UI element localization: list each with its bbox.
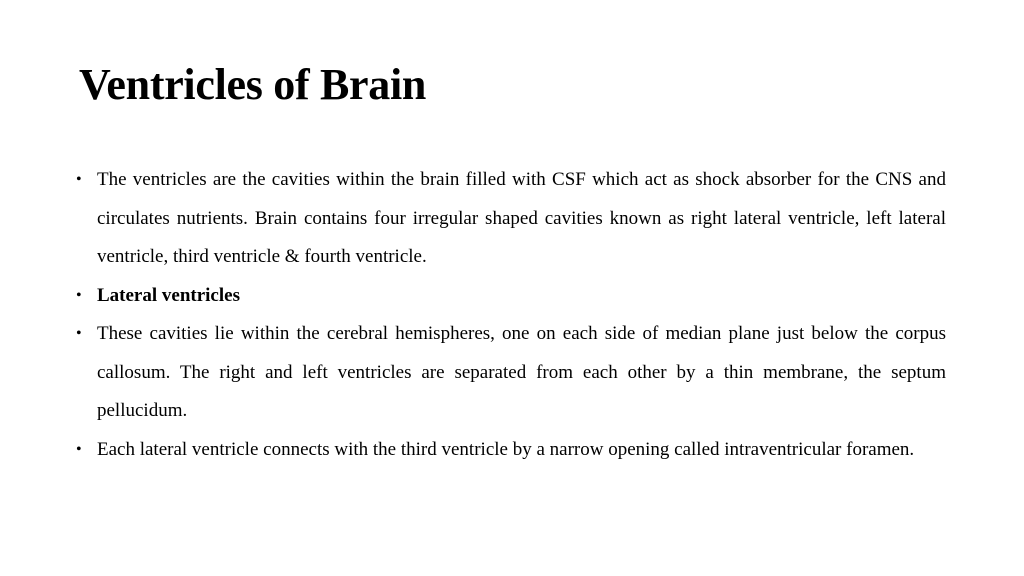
bullet-text: Each lateral ventricle connects with the third ventricle by a narrow opening called intraventricular foramen.: [97, 438, 915, 460]
bullet-text: These cavities lie within the cerebral hemispheres, one on each side of median plane just below the corpus callosum. The right and left ventricles are separated from each other by a thin membrane, the septum pellucidum.: [97, 323, 946, 421]
bullet-icon: •: [76, 171, 82, 188]
bullet-list: [76, 161, 946, 469]
bullet-icon: •: [76, 440, 82, 458]
bullet-item-lateral-location: [76, 315, 946, 431]
bullet-heading-text: Lateral ventricles: [97, 284, 240, 306]
bullet-text: The ventricles are the cavities within the brain filled with CSF which act as shock absorber for the CNS and circulates nutrients. Brain contains four irregular shaped cavities known as right lateral ventricle, left lateral ventricle, third ventricle & fourth ventricle.: [97, 169, 946, 267]
bullet-item-lateral-ventricles-heading: [76, 277, 946, 316]
slide-title: Ventricles of Brain: [79, 60, 427, 109]
bullet-icon: •: [76, 286, 82, 304]
bullet-item-foramen: [76, 431, 946, 470]
bullet-item-csf-overview: [76, 161, 946, 277]
bullet-icon: •: [76, 325, 82, 342]
